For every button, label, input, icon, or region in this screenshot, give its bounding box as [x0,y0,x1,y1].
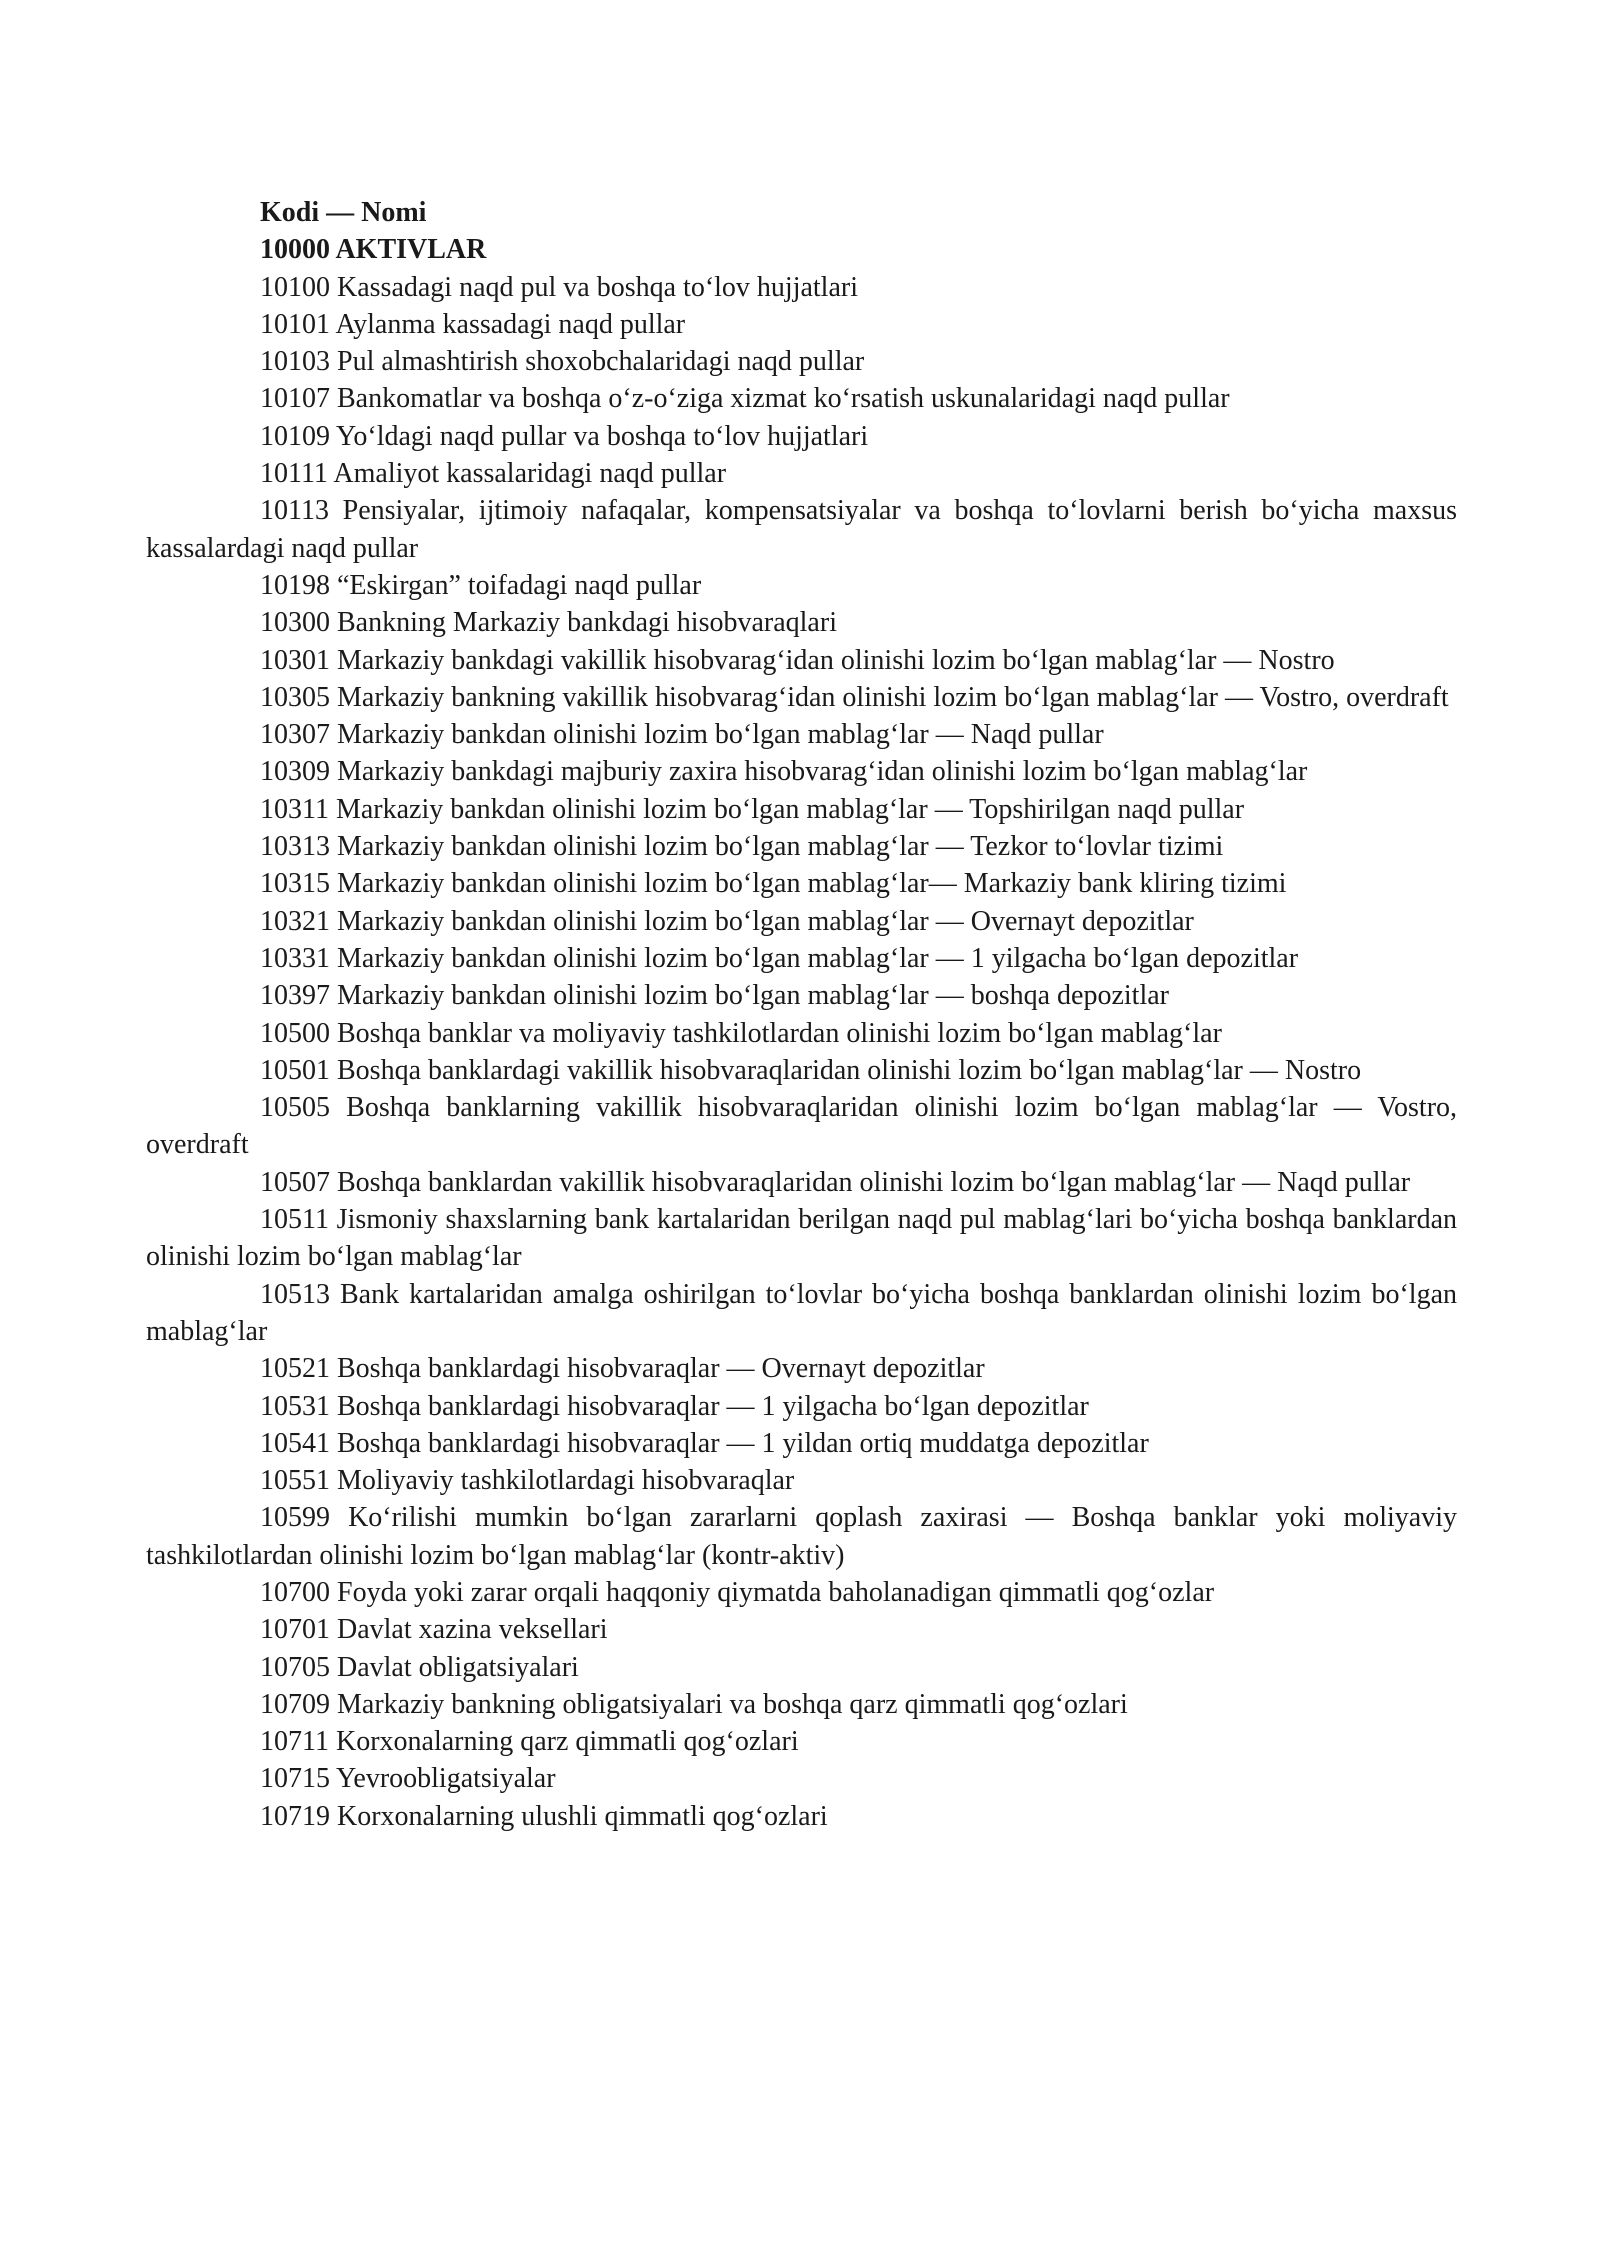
account-entry [146,567,1457,604]
account-entry [146,716,1457,753]
account-name: Pensiyalar, ijtimoiy nafaqalar, kompensatsiyalar va boshqa to‘lovlarni berish bo‘yicha maxsus kassalardagi naqd pullar [146,495,1458,564]
account-entry [146,679,1457,716]
account-code: 10541 [260,1427,330,1459]
account-code: 10599 [260,1502,330,1534]
account-code: 10198 [260,569,330,601]
account-name: Boshqa banklardagi hisobvaraqlar — 1 yildan ortiq muddatga depozitlar [337,1427,1149,1459]
account-entry [146,1462,1457,1499]
account-entry [146,1574,1457,1611]
account-entry [146,455,1457,492]
account-entry [146,1164,1457,1201]
account-name: “Eskirgan” toifadagi naqd pullar [337,569,702,601]
account-name: Bankning Markaziy bankdagi hisobvaraqlari [337,607,837,639]
account-entry [146,828,1457,865]
account-code: 10521 [260,1353,330,1385]
account-name: Bank kartalaridan amalga oshirilgan to‘lovlar bo‘yicha boshqa banklardan olinishi lozim bo‘lgan mablag‘lar [146,1278,1457,1347]
account-name: Pul almashtirish shoxobchalaridagi naqd pullar [337,346,865,378]
account-code: 10305 [260,681,330,713]
account-entry [146,1089,1457,1164]
account-code: 10111 [260,458,328,490]
account-name: Yo‘ldagi naqd pullar va boshqa to‘lov hujjatlari [335,420,869,452]
account-entry [146,1388,1457,1425]
account-entry [146,642,1457,679]
account-entry [146,1649,1457,1686]
account-name: Markaziy bankning vakillik hisobvarag‘idan olinishi lozim bo‘lgan mablag‘lar — Vostro, overdraft [337,681,1449,713]
account-entry [146,1015,1457,1052]
account-code: 10321 [260,905,330,937]
account-code: 10551 [260,1465,330,1497]
account-code: 10109 [260,420,330,452]
account-entry [146,343,1457,380]
account-entry [146,306,1457,343]
account-name: Markaziy bankdan olinishi lozim bo‘lgan mablag‘lar — Tezkor to‘lovlar tizimi [337,831,1224,863]
account-code: 10700 [260,1576,330,1608]
account-code: 10107 [260,383,330,415]
account-code: 10531 [260,1390,330,1422]
account-name: Markaziy bankdan olinishi lozim bo‘lgan mablag‘lar — Naqd pullar [337,719,1104,751]
account-list [146,194,1457,1835]
account-name: Aylanma kassadagi naqd pullar [335,308,686,340]
account-entry [146,1350,1457,1387]
account-name: Boshqa banklarning vakillik hisobvaraqlaridan olinishi lozim bo‘lgan mablag‘lar — Vostro, overdraft [146,1092,1458,1161]
account-entry [146,940,1457,977]
account-name: Foyda yoki zarar orqali haqqoniy qiymatda baholanadigan qimmatli qog‘ozlar [337,1576,1215,1608]
account-code: 10505 [260,1092,330,1124]
account-name: Boshqa banklardagi vakillik hisobvaraqlaridan olinishi lozim bo‘lgan mablag‘lar — Nostro [337,1054,1362,1086]
account-entry [146,1201,1457,1276]
account-code: 10705 [260,1651,330,1683]
section-heading: 10000 AKTIVLAR [260,234,487,266]
account-entry [146,1760,1457,1797]
account-name: Markaziy bankdagi majburiy zaxira hisobvarag‘idan olinishi lozim bo‘lgan mablag‘lar [337,756,1308,788]
account-code: 10101 [260,308,330,340]
account-name: Markaziy bankdan olinishi lozim bo‘lgan mablag‘lar — Overnayt depozitlar [337,905,1194,937]
account-entry [146,604,1457,641]
account-code: 10513 [260,1278,330,1310]
account-code: 10701 [260,1614,330,1646]
account-name: Korxonalarning ulushli qimmatli qog‘ozlari [337,1800,828,1832]
account-name: Korxonalarning qarz qimmatli qog‘ozlari [335,1726,799,1758]
account-code: 10113 [260,495,329,527]
account-name: Bankomatlar va boshqa o‘z-o‘ziga xizmat ko‘rsatish uskunalaridagi naqd pullar [337,383,1230,415]
account-code: 10511 [260,1204,329,1236]
entries-container [146,269,1457,1835]
account-code: 10709 [260,1688,330,1720]
account-code: 10331 [260,942,330,974]
account-entry [146,865,1457,902]
account-entry [146,380,1457,417]
account-entry [146,791,1457,828]
account-name: Boshqa banklar va moliyaviy tashkilotlardan olinishi lozim bo‘lgan mablag‘lar [337,1017,1222,1049]
account-name: Markaziy bankdan olinishi lozim bo‘lgan mablag‘lar — 1 yilgacha bo‘lgan depozitlar [337,942,1299,974]
account-name: Markaziy bankning obligatsiyalari va boshqa qarz qimmatli qog‘ozlari [337,1688,1128,1720]
account-name: Markaziy bankdan olinishi lozim bo‘lgan mablag‘lar — boshqa depozitlar [337,980,1169,1012]
account-entry [146,418,1457,455]
account-code: 10100 [260,271,330,303]
account-name: Boshqa banklardagi hisobvaraqlar — 1 yilgacha bo‘lgan depozitlar [337,1390,1089,1422]
account-name: Yevroobligatsiyalar [335,1763,556,1795]
account-name: Moliyaviy tashkilotlardagi hisobvaraqlar [337,1465,795,1497]
account-entry [146,1052,1457,1089]
account-name: Boshqa banklardagi hisobvaraqlar — Overnayt depozitlar [337,1353,985,1385]
account-entry [146,1798,1457,1835]
account-code: 10711 [260,1726,329,1758]
account-code: 10309 [260,756,330,788]
account-name: Jismoniy shaxslarning bank kartalaridan berilgan naqd pul mablag‘lari bo‘yicha boshqa banklardan olinishi lozim bo‘lgan mablag‘lar [146,1204,1458,1273]
account-code: 10103 [260,346,330,378]
account-entry [146,1499,1457,1574]
account-code: 10301 [260,644,330,676]
account-name: Davlat obligatsiyalari [337,1651,579,1683]
account-entry [146,1686,1457,1723]
account-code: 10300 [260,607,330,639]
account-entry [146,492,1457,567]
account-entry [146,1611,1457,1648]
account-entry [146,977,1457,1014]
account-entry [146,1723,1457,1760]
account-name: Amaliyot kassalaridagi naqd pullar [333,458,727,490]
account-name: Davlat xazina veksellari [337,1614,608,1646]
account-entry [146,269,1457,306]
account-code: 10307 [260,719,330,751]
account-code: 10501 [260,1054,330,1086]
account-code: 10397 [260,980,330,1012]
account-code: 10311 [260,793,329,825]
account-entry [146,1276,1457,1351]
account-name: Kassadagi naqd pul va boshqa to‘lov hujjatlari [337,271,858,303]
account-name: Markaziy bankdan olinishi lozim bo‘lgan mablag‘lar — Topshirilgan naqd pullar [335,793,1245,825]
account-name: Markaziy bankdagi vakillik hisobvarag‘idan olinishi lozim bo‘lgan mablag‘lar — Nostro [337,644,1335,676]
account-code: 10313 [260,831,330,863]
column-heading: Kodi — Nomi [260,197,427,228]
account-entry [146,903,1457,940]
account-entry [146,1425,1457,1462]
account-code: 10715 [260,1763,330,1795]
account-name: Boshqa banklardan vakillik hisobvaraqlaridan olinishi lozim bo‘lgan mablag‘lar — Naqd pullar [337,1166,1411,1198]
account-code: 10507 [260,1166,330,1198]
account-name: Markaziy bankdan olinishi lozim bo‘lgan mablag‘lar— Markaziy bank kliring tizimi [337,868,1287,900]
account-name: Ko‘rilishi mumkin bo‘lgan zararlarni qoplash zaxirasi — Boshqa banklar yoki moliyaviy tashkilotlardan olinishi lozim bo‘lgan mablag‘lar (kontr-aktiv) [146,1502,1458,1571]
account-code: 10315 [260,868,330,900]
account-code: 10719 [260,1800,330,1832]
account-code: 10500 [260,1017,330,1049]
account-entry [146,753,1457,790]
